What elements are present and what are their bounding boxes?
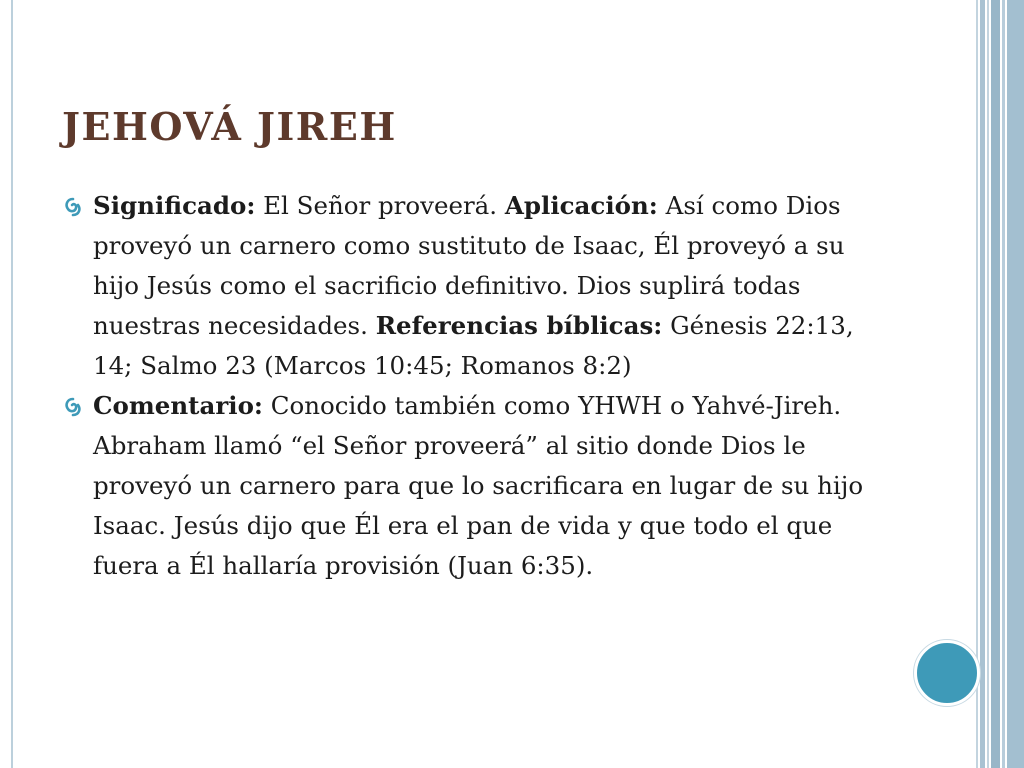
decorative-circle bbox=[914, 640, 980, 706]
slide-title: JEHOVÁ JIREH bbox=[62, 104, 397, 149]
bold-label: Comentario: bbox=[93, 391, 263, 420]
swirl-bullet-icon bbox=[62, 396, 84, 418]
bullet-text bbox=[93, 186, 882, 386]
bullet-item-2 bbox=[62, 386, 882, 586]
text-run: El Señor proveerá. bbox=[255, 191, 505, 220]
text-run: Génesis 22:13, 14; Salmo 23 (Marcos 10:45; Romanos 8:2) bbox=[93, 311, 854, 380]
bold-label: Referencias bíblicas: bbox=[375, 311, 663, 340]
stripe bbox=[1007, 0, 1024, 768]
left-border-line bbox=[11, 0, 13, 768]
stripe bbox=[980, 0, 985, 768]
text-run: Así como Dios proveyó un carnero como sustituto de Isaac, Él proveyó a su hijo Jesús como el sacrificio definitivo. Dios suplirá todas nuestras necesidades. bbox=[93, 191, 845, 340]
bullet-text bbox=[93, 386, 882, 586]
swirl-bullet-icon bbox=[62, 196, 84, 218]
bold-label: Aplicación: bbox=[504, 191, 658, 220]
stripe bbox=[1002, 0, 1005, 768]
bold-label: Significado: bbox=[93, 191, 256, 220]
slide-content bbox=[62, 186, 882, 586]
stripe bbox=[976, 0, 978, 768]
bullet-item-1 bbox=[62, 186, 882, 386]
text-run: Conocido también como YHWH o Yahvé-Jireh. Abraham llamó “el Señor proveerá” al sitio donde Dios le proveyó un carnero para que lo sacrificara en lugar de su hijo Isaac. Jesús dijo que Él era el pan de vida y que todo el que fuera a Él hallaría provisión (Juan 6:35). bbox=[93, 391, 864, 580]
stripe bbox=[987, 0, 989, 768]
stripe bbox=[991, 0, 1000, 768]
right-decorative-stripes bbox=[976, 0, 1024, 768]
